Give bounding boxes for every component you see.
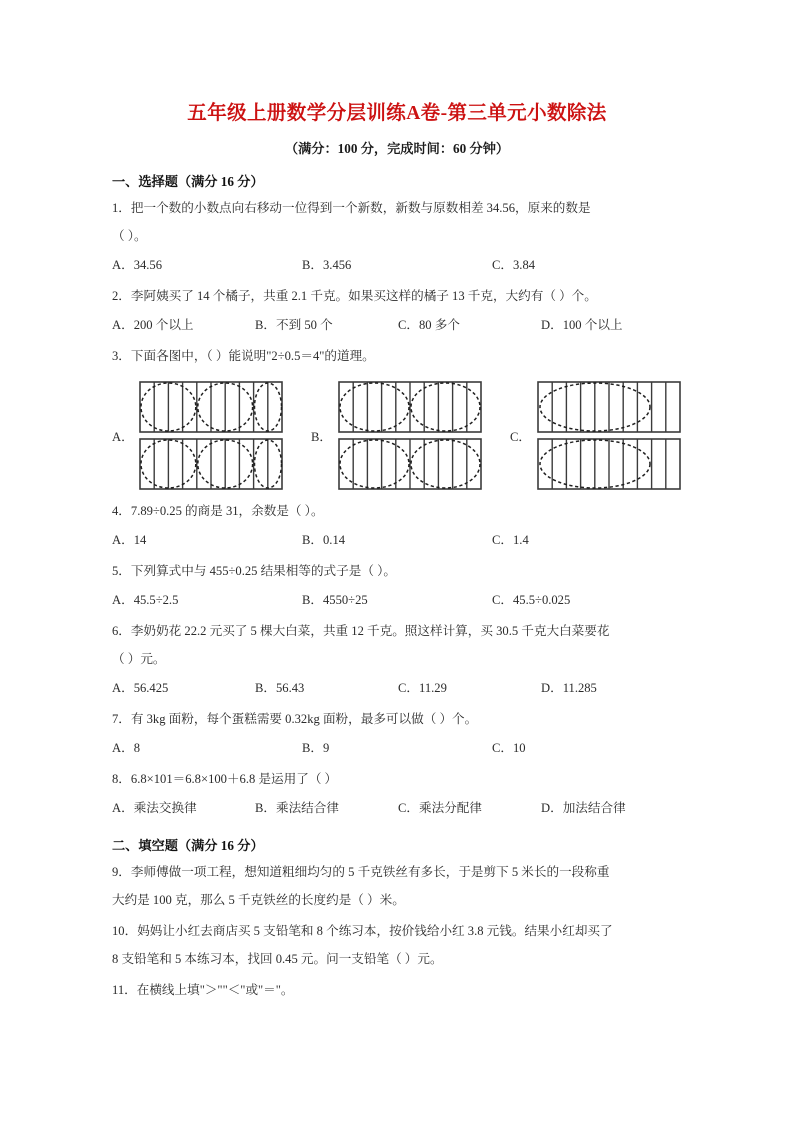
option-b[interactable]: B．3.456	[302, 258, 352, 272]
option-b[interactable]: B．乘法结合律	[255, 801, 339, 815]
question-11-text: 11．在横线上填"＞""＜"或"＝"。	[112, 983, 294, 997]
option-a[interactable]: A．14	[112, 533, 147, 547]
question-3-figures	[112, 381, 682, 489]
figure-option-a[interactable]	[112, 380, 284, 491]
question-8-options	[112, 796, 682, 821]
question-10-text: 10．妈妈让小红去商店买 5 支铅笔和 8 个练习本，按价钱给小红 3.8 元钱。结果小红却买了	[112, 924, 613, 938]
figure-c-stack	[536, 380, 682, 491]
option-d[interactable]: D．加法结合律	[541, 801, 626, 815]
option-d[interactable]: D．11.285	[541, 681, 597, 695]
question-1-text: 1．把一个数的小数点向右移动一位得到一个新数，新数与原数相差 34.56，原来的数是	[112, 201, 591, 215]
option-c[interactable]: C．乘法分配律	[398, 801, 482, 815]
question-4-text: 4．7.89÷0.25 的商是 31，余数是（ ）。	[112, 504, 324, 518]
figure-b-stack	[337, 380, 483, 491]
option-a[interactable]: A．200 个以上	[112, 318, 194, 332]
figure-option-c[interactable]	[510, 380, 682, 491]
worksheet-page	[112, 0, 682, 1003]
option-d[interactable]: D．100 个以上	[541, 318, 623, 332]
figure-label-a: A．	[112, 429, 134, 444]
figure-c-top	[536, 380, 682, 434]
option-c[interactable]: C．1.4	[492, 533, 529, 547]
option-a[interactable]: A．34.56	[112, 258, 163, 272]
figure-b-bottom	[337, 437, 483, 491]
question-2-text: 2．李阿姨买了 14 个橘子，共重 2.1 千克。如果买这样的橘子 13 千克，大约有（ ）个。	[112, 289, 597, 303]
question-8-text: 8．6.8×101＝6.8×100＋6.8 是运用了（ ）	[112, 772, 338, 786]
option-c[interactable]: C．11.29	[398, 681, 447, 695]
page-subtitle: （满分：100 分，完成时间：60 分钟）	[284, 141, 510, 156]
question-6-blank: （ ）元。	[112, 652, 166, 666]
question-1-blank: （ ）。	[112, 229, 147, 243]
figure-c-bottom	[536, 437, 682, 491]
option-a[interactable]: A．45.5÷2.5	[112, 593, 179, 607]
question-9-blank[interactable]: 大约是 100 克，那么 5 千克铁丝的长度约是（ ）米。	[112, 893, 405, 907]
option-a[interactable]: A．56.425	[112, 681, 169, 695]
figure-a-bottom	[138, 437, 284, 491]
option-b[interactable]: B．0.14	[302, 533, 346, 547]
question-6-text: 6．李奶奶花 22.2 元买了 5 棵大白菜，共重 12 千克。照这样计算，买 30.5 千克大白菜要花	[112, 624, 610, 638]
section-heading-choice: 一、选择题（满分 16 分）	[112, 174, 264, 189]
question-9-text: 9．李师傅做一项工程，想知道粗细均匀的 5 千克铁丝有多长，于是剪下 5 米长的一段称重	[112, 865, 610, 879]
figure-a-top	[138, 380, 284, 434]
option-c[interactable]: C．3.84	[492, 258, 536, 272]
section-heading-fill-blank: 二、填空题（满分 16 分）	[112, 838, 264, 853]
question-2-options	[112, 313, 682, 338]
question-3-text: 3．下面各图中，（ ）能说明"2÷0.5＝4"的道理。	[112, 349, 375, 363]
option-a[interactable]: A．乘法交换律	[112, 801, 197, 815]
option-a[interactable]: A．8	[112, 741, 140, 755]
question-10-blank[interactable]: 8 支铅笔和 5 本练习本，找回 0.45 元。问一支铅笔（ ）元。	[112, 952, 443, 966]
question-7-text: 7．有 3kg 面粉，每个蛋糕需要 0.32kg 面粉，最多可以做（ ）个。	[112, 712, 478, 726]
option-b[interactable]: B．不到 50 个	[255, 318, 333, 332]
question-5-options	[112, 588, 682, 613]
question-1-options	[112, 253, 682, 278]
question-5-text: 5．下列算式中与 455÷0.25 结果相等的式子是（ ）。	[112, 564, 396, 578]
option-b[interactable]: B．9	[302, 741, 330, 755]
figure-label-b: B．	[311, 429, 332, 444]
option-b[interactable]: B．56.43	[255, 681, 305, 695]
question-4-options	[112, 528, 682, 553]
question-6-options	[112, 676, 682, 701]
figure-label-c: C．	[510, 429, 531, 444]
page-title: 五年级上册数学分层训练A卷-第三单元小数除法	[187, 103, 607, 124]
option-c[interactable]: C．10	[492, 741, 526, 755]
option-c[interactable]: C．45.5÷0.025	[492, 593, 571, 607]
option-b[interactable]: B．4550÷25	[302, 593, 368, 607]
question-7-options	[112, 736, 682, 761]
figure-b-top	[337, 380, 483, 434]
figure-a-stack	[138, 380, 284, 491]
option-c[interactable]: C．80 多个	[398, 318, 460, 332]
figure-option-b[interactable]	[311, 380, 483, 491]
